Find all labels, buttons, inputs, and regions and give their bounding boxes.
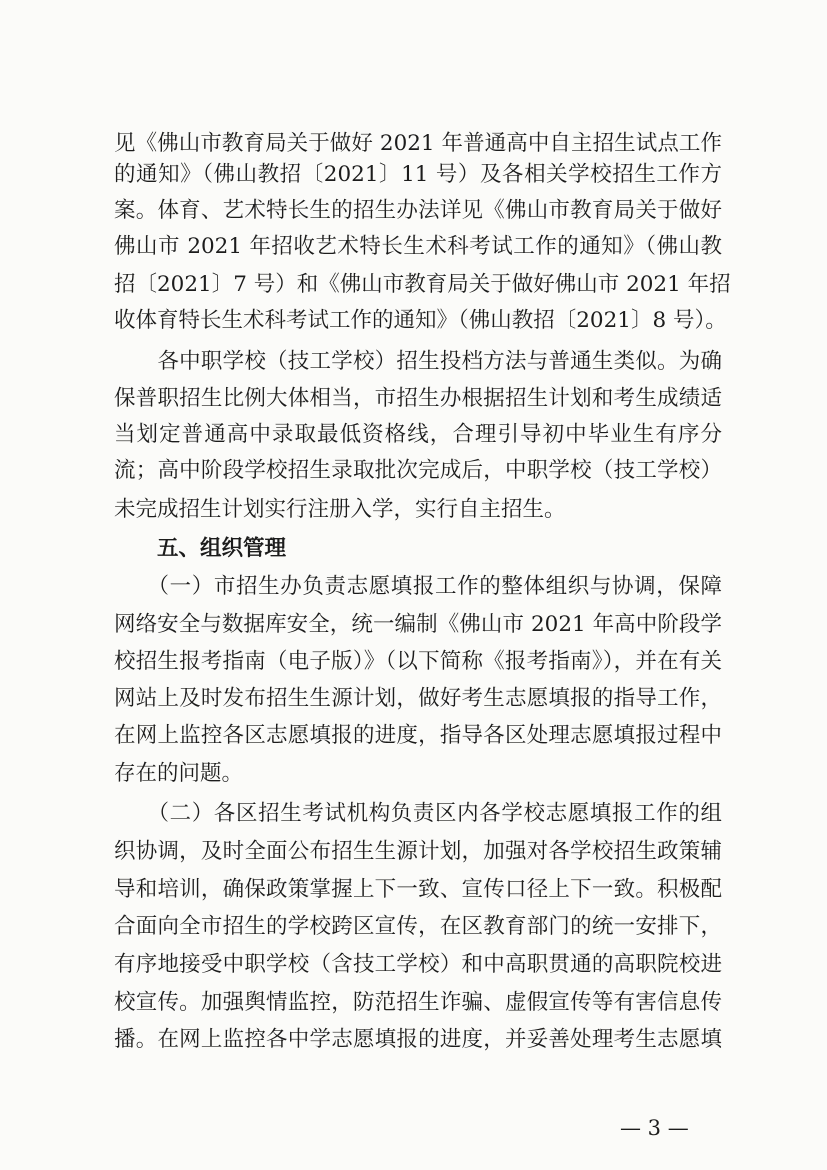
text-line: 见《佛山市教育局关于做好 2021 年普通高中自主招生试点工作 — [114, 131, 722, 156]
text-line: 导和培训，确保政策掌握上下一致、宣传口径上下一致。积极配 — [114, 877, 722, 902]
text-line: 播。在网上监控各中学志愿填报的进度，并妥善处理考生志愿填 — [114, 1027, 722, 1052]
text-line: 佛山市 2021 年招收艺术特长生术科考试工作的通知》（佛山教 — [114, 234, 722, 259]
text-line: 在网上监控各区志愿填报的进度，指导各区处理志愿填报过程中 — [114, 723, 722, 748]
text-line: 收体育特长生术科考试工作的通知》（佛山教招〔2021〕8 号）。 — [114, 308, 727, 333]
text-line: 网络安全与数据库安全，统一编制《佛山市 2021 年高中阶段学 — [114, 612, 722, 637]
text-line: 网站上及时发布招生生源计划，做好考生志愿填报的指导工作， — [114, 686, 722, 711]
text-line: 流；高中阶段学校招生录取批次完成后，中职学校（技工学校） — [114, 458, 722, 483]
text-line: （一）市招生办负责志愿填报工作的整体组织与协调，保障 — [114, 574, 722, 599]
text-line: 案。体育、艺术特长生的招生办法详见《佛山市教育局关于做好 — [114, 198, 722, 223]
text-line: 招〔2021〕7 号）和《佛山市教育局关于做好佛山市 2021 年招 — [114, 272, 731, 297]
text-line: 各中职学校（技工学校）招生投档方法与普通生类似。为确 — [114, 349, 722, 374]
text-line: 有序地接受中职学校（含技工学校）和中高职贯通的高职院校进 — [114, 952, 722, 977]
text-line: 当划定普通高中录取最低资格线，合理引导初中毕业生有序分 — [114, 422, 722, 447]
text-line: 校宣传。加强舆情监控，防范招生诈骗、虚假宣传等有害信息传 — [114, 990, 722, 1015]
text-line: 校招生报考指南（电子版）》（以下简称《报考指南》），并在有关 — [114, 649, 722, 674]
section-heading: 五、组织管理 — [114, 536, 287, 561]
text-line: 织协调，及时全面公布招生生源计划，加强对各学校招生政策辅 — [114, 839, 722, 864]
text-line: 存在的问题。 — [114, 761, 244, 786]
text-line: 合面向全市招生的学校跨区宣传，在区教育部门的统一安排下， — [114, 914, 722, 939]
text-line: 保普职招生比例大体相当，市招生办根据招生计划和考生成绩适 — [114, 386, 722, 411]
page-number: — 3 — — [620, 1116, 689, 1140]
text-line: （二）各区招生考试机构负责区内各学校志愿填报工作的组 — [114, 801, 722, 826]
text-line: 的通知》（佛山教招〔2021〕11 号）及各相关学校招生工作方 — [114, 162, 722, 187]
text-line: 未完成招生计划实行注册入学，实行自主招生。 — [114, 497, 566, 522]
